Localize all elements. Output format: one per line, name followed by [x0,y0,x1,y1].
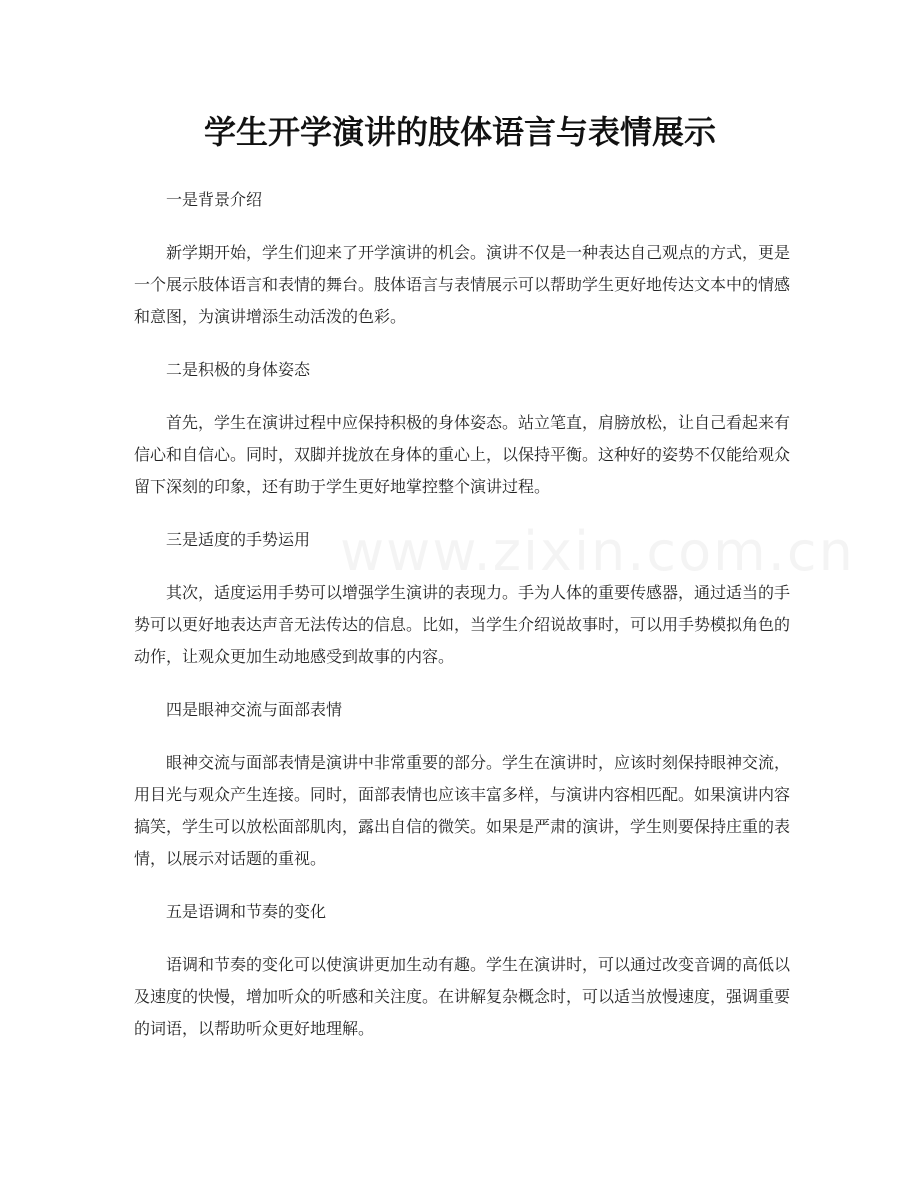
section-heading-eye-contact: 四是眼神交流与面部表情 [166,700,343,719]
section-paragraph-eye-contact: 眼神交流与面部表情是演讲中非常重要的部分。学生在演讲时，应该时刻保持眼神交流，用目光与观众产生连接。同时，面部表情也应该丰富多样，与演讲内容相匹配。如果演讲内容搞笑，学生可以放松面部肌肉，露出自信的微笑。如果是严肃的演讲，学生则要保持庄重的表情，以展示对话题的重视。 [134,753,791,868]
section-paragraph-posture: 首先，学生在演讲过程中应保持积极的身体姿态。站立笔直，肩膀放松，让自己看起来有信心和自信心。同时，双脚并拢放在身体的重心上，以保持平衡。这种好的姿势不仅能给观众留下深刻的印象，还有助于学生更好地掌控整个演讲过程。 [134,413,791,496]
page-title: 学生开学演讲的肢体语言与表情展示 [203,113,716,151]
section-paragraph-gestures: 其次，适度运用手势可以增强学生演讲的表现力。手为人体的重要传感器，通过适当的手势可以更好地表达声音无法传达的信息。比如，当学生介绍说故事时，可以用手势模拟角色的动作，让观众更加生动地感受到故事的内容。 [134,583,791,666]
section-paragraph-background: 新学期开始，学生们迎来了开学演讲的机会。演讲不仅是一种表达自己观点的方式，更是一个展示肢体语言和表情的舞台。肢体语言与表情展示可以帮助学生更好地传达文本中的情感和意图，为演讲增添生动活泼的色彩。 [134,243,791,326]
section-heading-background: 一是背景介绍 [166,190,263,209]
document-body [134,184,790,1066]
section-heading-tone-rhythm: 五是语调和节奏的变化 [166,902,327,921]
section-heading-gestures: 三是适度的手势运用 [166,530,311,549]
section-paragraph-tone-rhythm: 语调和节奏的变化可以使演讲更加生动有趣。学生在演讲时，可以通过改变音调的高低以及速度的快慢，增加听众的听感和关注度。在讲解复杂概念时，可以适当放慢速度，强调重要的词语，以帮助听众更好地理解。 [134,955,791,1038]
section-heading-posture: 二是积极的身体姿态 [166,360,311,379]
